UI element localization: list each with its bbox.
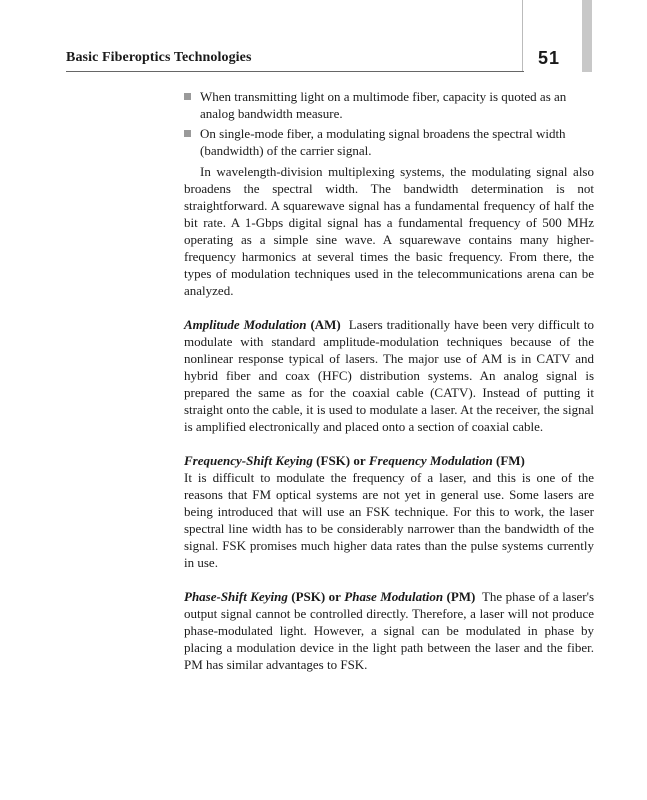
page-number: 51 — [538, 48, 561, 68]
section-term-2: Frequency Modulation — [368, 453, 493, 468]
section-abbr: (FSK) or — [316, 453, 366, 468]
section-abbr: (PSK) or — [291, 589, 341, 604]
running-head: Basic Fiberoptics Technologies — [66, 50, 252, 65]
section-abbr-2: (FM) — [496, 453, 525, 468]
section-fsk — [184, 452, 594, 571]
section-text: The phase of a laser's output signal cannot be controlled directly. Therefore, a laser will not produce phase-modulated light. However, a signal can be modulated in phase by placing a modulation device in the light path between the laser and the fiber. PM has similar advantages to FSK. — [184, 589, 595, 672]
square-bullet-icon — [184, 130, 191, 137]
section-abbr-2: (PM) — [446, 589, 476, 604]
section-text: It is difficult to modulate the frequency of a laser, and this is one of the reasons that FM optical systems are not yet in general use. Some lasers are being introduced that will use an FSK technique. For this to work, the laser spectral line width has to be considerably narrower than the bandwidth of the signal. FSK promises much higher data rates than the pulse systems currently in use. — [184, 470, 594, 570]
bullet-text: On single-mode fiber, a modulating signal broadens the spectral width (bandwidth) of the carrier signal. — [200, 126, 566, 158]
bullet-text: When transmitting light on a multimode fiber, capacity is quoted as an analog bandwidth measure. — [200, 89, 567, 121]
header-rule — [66, 71, 524, 72]
section-term-2: Phase Modulation — [344, 589, 444, 604]
square-bullet-icon — [184, 93, 191, 100]
section-am — [184, 316, 594, 435]
section-term: Phase-Shift Keying — [184, 589, 288, 604]
intro-paragraph: In wavelength-division multiplexing systems, the modulating signal also broadens the spectral width. The bandwidth determination is not straightforward. A squarewave signal has a fundamental frequency of half the bit rate. A 1-Gbps digital signal has a fundamental frequency of 500 MHz operating as a simple sine wave. A squarewave contains many higher-frequency harmonics at several times the basic frequency. From there, the types of modulation techniques used in the telecommunications arena can be analyzed. — [184, 164, 594, 298]
thumb-tab-bar — [582, 0, 592, 72]
body-text — [184, 88, 594, 673]
bullet-item — [184, 88, 594, 122]
bullet-item — [184, 125, 594, 159]
section-abbr: (AM) — [310, 317, 341, 332]
section-psk — [184, 588, 594, 673]
bullet-list — [184, 88, 594, 159]
section-term: Amplitude Modulation — [184, 317, 307, 332]
section-text: Lasers traditionally have been very difficult to modulate with standard amplitude-modulation techniques because of the nonlinear response typical of lasers. The major use of AM is in CATV and hybrid fiber and coax (HFC) distribution systems. An analog signal is prepared the same as for the coaxial cable (CATV). Instead of putting it straight onto the cable, it is used to modulate a laser. At the receiver, the signal is amplified electronically and placed onto a section of coaxial cable. — [184, 317, 595, 434]
section-term: Frequency-Shift Keying — [184, 453, 313, 468]
